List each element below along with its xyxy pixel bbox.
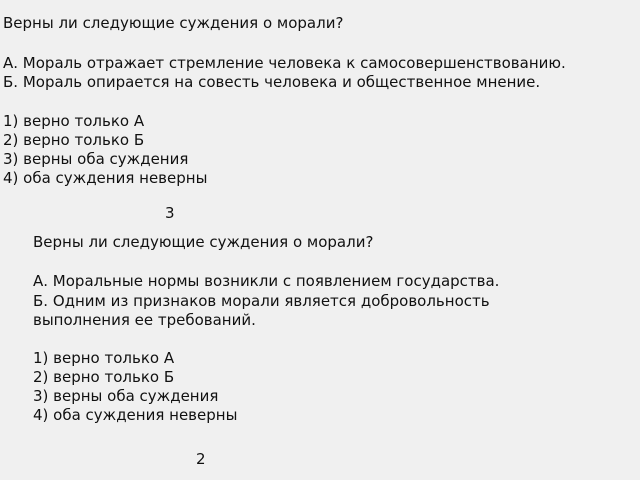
question-1-option-4: 4) оба суждения неверны	[3, 169, 208, 187]
question-1-prompt: Верны ли следующие суждения о морали?	[3, 14, 344, 32]
question-1-option-2: 2) верно только Б	[3, 131, 145, 149]
question-2-prompt: Верны ли следующие суждения о морали?	[33, 233, 374, 251]
question-2-statement-b-line-1: Б. Одним из признаков морали является добровольность	[33, 292, 490, 310]
question-1-answer: 3	[165, 204, 175, 222]
question-2-statement-a: А. Моральные нормы возникли с появлением государства.	[33, 272, 500, 290]
question-1-statement-a: А. Мораль отражает стремление человека к самосовершенствованию.	[3, 54, 566, 72]
question-2-option-1: 1) верно только А	[33, 349, 175, 367]
question-2-option-3: 3) верны оба суждения	[33, 387, 219, 405]
question-1-option-1: 1) верно только А	[3, 112, 145, 130]
question-2-answer: 2	[196, 450, 206, 468]
question-1-statement-b: Б. Мораль опирается на совесть человека и общественное мнение.	[3, 73, 541, 91]
question-2-option-2: 2) верно только Б	[33, 368, 175, 386]
question-1-option-3: 3) верны оба суждения	[3, 150, 189, 168]
question-2-statement-b-line-2: выполнения ее требований.	[33, 311, 256, 329]
question-2-option-4: 4) оба суждения неверны	[33, 406, 238, 424]
